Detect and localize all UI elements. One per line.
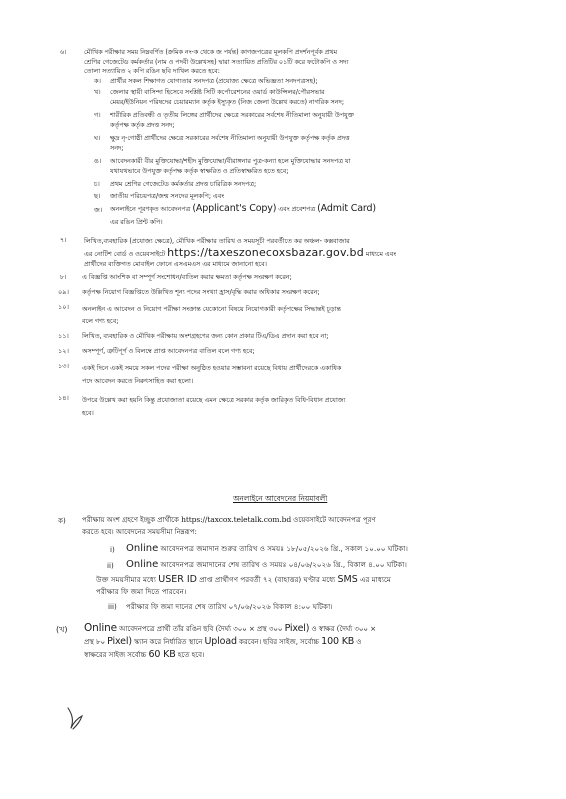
section-ka-text: পরীক্ষায় অংশ গ্রহণে ইচ্ছুক প্রার্থীকে: [82, 515, 182, 524]
item-7-text-part: এর নোটিশ বোর্ড ও ওয়েবসাইটে: [84, 250, 168, 258]
sub-line: ক্ষুদ্র নৃ-গোষ্ঠী প্রার্থীদের ক্ষেত্রে সরকারের সর্বশেষ নীতিমালা অনুযায়ী উপযুক্ত কর্তৃপক্ষ কর্তৃক প্রদত্ত: [110, 134, 350, 142]
section-kha-text: [84, 622, 524, 661]
item-number: ১২।: [58, 347, 69, 355]
item-line: পদে আবেদন করতে নিরুৎসাহিত করা হলো।: [82, 377, 193, 385]
signature-size-text: 60 KB: [148, 649, 176, 660]
item-6-number: ৬।: [60, 48, 67, 56]
sub-item-gha: [110, 134, 515, 153]
admit-card-text: (Admit Card): [317, 203, 376, 214]
item-7-text-part: মাধ্যমে এবং: [363, 250, 397, 258]
section-ka-number: ক): [58, 516, 66, 525]
online-text: Online: [126, 543, 159, 554]
section-ka-line: করতে হবে। আবেদনের সময়সীমা নিম্নরূপ:: [82, 527, 197, 536]
sub-item-uma: [110, 157, 515, 176]
item-7-line: [84, 246, 519, 259]
fee-note: পরীক্ষার ফি জমা দিতে পারবেন।: [96, 587, 187, 596]
sub-line: শারীরিক প্রতিবন্ধী ও তৃতীয় লিঙ্গের প্রার্থীদের ক্ষেত্রে সরকারের সর্বশেষ নীতিমালা অনুযায়ী উপযুক্ত: [110, 111, 354, 119]
item-11-text: [82, 332, 517, 342]
sub-line: কর্তৃপক্ষ কর্তৃক প্রদত্ত সনদ;: [110, 120, 175, 129]
sub-text: এবং প্রবেশপত্র: [276, 205, 318, 213]
sub-label: ii): [107, 561, 114, 570]
sub-line: প্রথম শ্রেণির গেজেটেড কর্মকর্তার প্রদত্ত চারিত্রিক সনদপত্র;: [110, 180, 257, 188]
item-9-text: [82, 288, 517, 298]
taxes-zone-link[interactable]: https://taxeszonecoxsbazar.gov.bd: [167, 246, 364, 259]
section-kha-part: স্বাক্ষরের সাইজ সর্বোচ্চ: [84, 650, 149, 659]
teletalk-url[interactable]: https://taxcox.teletalk.com.bd: [181, 515, 292, 524]
section-ka-intro: [82, 514, 522, 538]
sub-label: ক।: [94, 77, 101, 85]
sub-label: চ।: [94, 180, 100, 188]
sub-item-ja: [110, 203, 520, 226]
item-6-line: তোলা সত্যায়িত ২ কপি রঙিন ছবি দাখিল করতে হবে:: [84, 67, 220, 76]
section-kha-line: [84, 622, 524, 635]
online-text: Online: [126, 559, 159, 570]
section-kha-part: ও: [354, 637, 362, 646]
item-number: ১১।: [58, 332, 69, 340]
sub-line: জাতীয় পরিচয়পত্র/জন্ম সনদের মূলকপি; এবং: [110, 192, 225, 200]
sub-line: আবেদনকারী বীর মুক্তিযোদ্ধা/শহীদ মুক্তিযোদ্ধা/বীরাঙ্গনার পুত্র-কন্যা হলে মুক্তিযোদ্ধার সনদপত্র যা: [110, 157, 351, 165]
online-end-date: [126, 559, 407, 571]
sub-label: iii): [108, 602, 117, 611]
item-line: লিখিত, ব্যবহারিক ও মৌখিক পরীক্ষায় অংশগ্রহণের জন্য কোন প্রকার টিএ/ডিএ প্রদান করা হবে না;: [82, 332, 329, 340]
sub-label: ঘ।: [94, 134, 101, 142]
item-line: এ বিজ্ঞপ্তি আংশিক বা সম্পূর্ণ সংশোধন/বাতিল করার ক্ষমতা কর্তৃপক্ষ সংরক্ষণ করেন;: [82, 273, 292, 281]
section-kha-part: ও স্বাক্ষর (দৈর্ঘ্য ৩০০ ×: [309, 624, 376, 633]
section-kha-part: স্ক্যান করে নির্ধারিত স্থানে: [131, 637, 205, 646]
sub-item-chha: [110, 192, 515, 202]
item-13-text: [82, 362, 517, 388]
sub-item-kha: [110, 88, 515, 107]
pixel-text: Pixel): [284, 623, 310, 634]
sub-label: i): [110, 545, 115, 554]
section-kha-part: করবেন। ছবির সাইজ, সর্বোচ্চ: [236, 637, 322, 646]
upload-text: Upload: [204, 636, 237, 647]
item-6-line: শ্রেণির গেজেটেড কর্মকর্তার (নাম ও পদবী উল্লেখসহ) দ্বারা সত্যায়িত প্রতিটির ০১টি করে ফটোকপি ও সদ্য: [84, 57, 349, 66]
section-kha-part: প্রস্থ ৮০: [84, 637, 108, 646]
item-14-text: [82, 394, 517, 420]
sub-item-ka: [110, 77, 515, 87]
sub-text: অনলাইনে পূরণকৃত আবেদনপত্র: [110, 205, 193, 213]
sub-label: গ।: [94, 111, 101, 119]
sub-line: প্রার্থীর সকল শিক্ষাগত যোগ্যতার সনদপত্র (প্রযোজ্য ক্ষেত্রে অভিজ্ঞতা সনদপত্রসহ);: [110, 77, 318, 85]
item-10-text: [82, 303, 517, 327]
online-text: Online: [84, 622, 117, 634]
section-kha-part: আবেদনপত্রে প্রার্থী তাঁর রঙিন ছবি (দৈর্ঘ্য ৩০০ × প্রস্থ ৩০০: [116, 624, 285, 633]
online-end-text: আবেদনপত্র জমাদানের শেষ তারিখ ও সময়ঃ ০৪/০৬/২০২৬ খ্রি., বিকাল ৪.০০ ঘটিকা।: [158, 560, 407, 569]
item-number: ১৩।: [58, 362, 69, 370]
item-line: উপরে উল্লেখ করা হয়নি কিন্তু প্রযোজ্যতা রয়েছে এমন ক্ষেত্রে সরকার কর্তৃক জারিকৃত বিধি-বিধান প্রযোজ্য: [82, 396, 346, 404]
sms-text: SMS: [337, 574, 358, 585]
item-12-text: [82, 347, 517, 357]
online-start-date: [126, 543, 408, 555]
item-line: অসম্পূর্ণ, ত্রুটিপূর্ণ ও বিলম্বে প্রাপ্ত আবেদনপত্র বাতিল বলে গণ্য হবে;: [82, 347, 255, 355]
pixel-text: Pixel): [107, 636, 132, 647]
item-number: ৮।: [60, 273, 67, 281]
sub-line: এর রঙিন প্রিন্ট কপি।: [110, 218, 163, 226]
section-kha-part: হতে হবে।: [175, 650, 205, 659]
item-line: একই দিনে একই সময়ে সকল পদের পরীক্ষা অনুষ্ঠিত হওয়ার সম্ভাবনা রয়েছে বিধায় প্রার্থীদেরকে একাধিক: [82, 364, 342, 372]
sub-line: [110, 203, 520, 216]
section-kha-line: [84, 635, 524, 648]
fee-deadline: পরীক্ষার ফি জমা দানের শেষ তারিখ ০৭/০৬/২০২৬ বিকাল ৪:০০ ঘটিকা।: [126, 602, 333, 611]
note-text: প্রাপ্ত প্রার্থীগণ পরবর্তী ৭২ (বাহাত্তর) ঘণ্টার মধ্যে: [196, 575, 338, 584]
sub-item-ga: [110, 111, 515, 130]
online-application-rules-heading: অনলাইনে আবেদনের নিয়মাবলী: [233, 494, 328, 503]
sub-label: খ।: [94, 88, 101, 96]
item-line: বলে গণ্য হবে;: [82, 317, 119, 325]
sub-line: সনদ;: [110, 143, 124, 152]
applicant-copy-text: (Applicant's Copy): [192, 203, 277, 214]
item-8-text: [82, 273, 517, 283]
section-kha-number: (খ): [56, 625, 68, 634]
user-id-text: USER ID: [158, 574, 197, 585]
sub-line: জেলার স্থায়ী বাসিন্দা হিসেবে সংশ্লিষ্ট সিটি কর্পোরেশনের ওয়ার্ড কাউন্সিলর/পৌরসভার: [110, 88, 325, 96]
note-text: এর মাধ্যমে: [357, 575, 391, 584]
item-7-text: [84, 236, 519, 269]
item-line: কর্তৃপক্ষ নিয়োগ বিজ্ঞপ্তিতে উল্লিখিত শূন্য পদের সংখ্যা হ্রাস/বৃদ্ধি করার অধিকার সংরক্ষণ করেন;: [82, 288, 320, 296]
item-line: অনলাইন এ আবেদন ও নিয়োগ পরীক্ষা সংক্রান্ত যেকোনো বিষয়ে নিয়োগকারী কর্তৃপক্ষের সিদ্ধান্তই চূড়ান্ত: [82, 305, 341, 313]
sub-line: মেয়র/ইউনিয়ন পরিষদের চেয়ারম্যান কর্তৃক ইস্যুকৃত (নিজ জেলা উল্লেখ করতে) নাগরিক সনদ;: [110, 97, 344, 106]
sub-label: জ।: [94, 206, 103, 214]
handwritten-signature-mark: [62, 702, 86, 732]
sub-line: যথাযথভাবে উপযুক্ত কর্তৃপক্ষ কর্তৃক স্বাক্ষরিত ও প্রতিস্বাক্ষরিত হতে হবে;: [110, 166, 289, 175]
user-id-note: [96, 574, 391, 586]
note-text: উক্ত সময়সীমার মধ্যে: [96, 575, 159, 584]
item-7-line: লিখিত,ব্যবহারিক (প্রযোজ্য ক্ষেত্রে), মৌখিক পরীক্ষার তারিখ ও সময়সূচী পরবর্তীতে কর অঞ্চল- কক্সবাজার: [84, 237, 350, 245]
item-7-number: ৭।: [60, 236, 67, 244]
item-number: ১০।: [58, 303, 69, 311]
section-kha-line: [84, 648, 524, 661]
item-6-line: মৌখিক পরীক্ষার সময় নিম্নবর্ণিত (ক্রমিক নং-ক থেকে জ পর্যন্ত) কাগজপত্রের মূলকপি প্রদর্শনপূর্বক প্রথম: [84, 48, 338, 56]
item-number: ১৪।: [58, 394, 69, 402]
photo-size-text: 100 KB: [321, 636, 355, 647]
sub-label: ছ।: [94, 192, 101, 200]
sub-item-cha: [110, 180, 515, 190]
item-6-text: [84, 48, 514, 77]
section-ka-line: [82, 514, 522, 526]
online-start-text: আবেদনপত্র জমাদান শুরুর তারিখ ও সময়ঃ ১৮/০৫/২০২৬ খ্রি., সকাল ১০.০০ ঘটিকা।: [158, 544, 408, 553]
item-number: ০৯।: [58, 288, 69, 296]
item-7-line: প্রার্থীদের ব্যক্তিগত মোবাইল ফোনে এসএমএস এর মাধ্যমে জানানো হবে।: [84, 260, 267, 268]
sub-label: ঙ।: [94, 157, 102, 165]
item-line: হবে।: [82, 409, 94, 417]
section-ka-text: ওয়েবসাইটে আবেদনপত্র পূরণ: [291, 515, 376, 524]
